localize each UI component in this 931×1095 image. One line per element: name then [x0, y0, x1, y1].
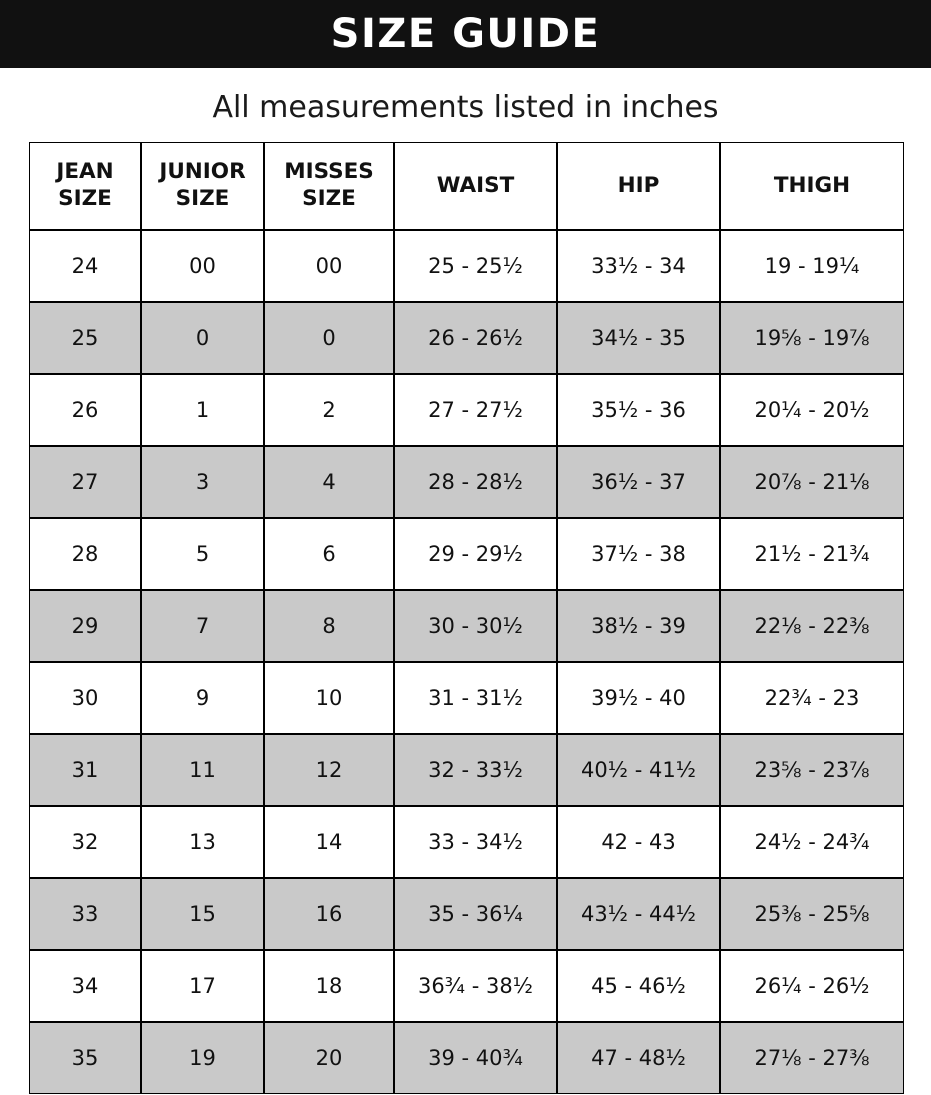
cell-misses-size: 20	[264, 1022, 394, 1094]
cell-misses-size: 6	[264, 518, 394, 590]
table-row	[29, 1022, 904, 1094]
cell-misses-size: 16	[264, 878, 394, 950]
cell-hip: 37½ - 38	[557, 518, 720, 590]
cell-misses-size: 0	[264, 302, 394, 374]
cell-jean-size: 35	[29, 1022, 141, 1094]
cell-misses-size: 4	[264, 446, 394, 518]
cell-thigh: 20¼ - 20½	[720, 374, 904, 446]
table-row	[29, 590, 904, 662]
cell-hip: 35½ - 36	[557, 374, 720, 446]
column-header-line1: THIGH	[773, 172, 851, 198]
cell-jean-size: 24	[29, 230, 141, 302]
cell-thigh: 23⅝ - 23⅞	[720, 734, 904, 806]
cell-jean-size: 26	[29, 374, 141, 446]
cell-thigh: 22¾ - 23	[720, 662, 904, 734]
cell-waist: 32 - 33½	[394, 734, 557, 806]
cell-hip: 34½ - 35	[557, 302, 720, 374]
cell-waist: 33 - 34½	[394, 806, 557, 878]
cell-misses-size: 2	[264, 374, 394, 446]
cell-waist: 36¾ - 38½	[394, 950, 557, 1022]
column-header-line2: SIZE	[58, 186, 112, 211]
cell-waist: 27 - 27½	[394, 374, 557, 446]
cell-waist: 30 - 30½	[394, 590, 557, 662]
table-row	[29, 518, 904, 590]
cell-junior-size: 00	[141, 230, 264, 302]
cell-misses-size: 18	[264, 950, 394, 1022]
cell-hip: 40½ - 41½	[557, 734, 720, 806]
cell-misses-size: 10	[264, 662, 394, 734]
column-header-thigh	[720, 142, 904, 230]
cell-thigh: 20⅞ - 21⅛	[720, 446, 904, 518]
table-row	[29, 230, 904, 302]
column-header-junior-size	[141, 142, 264, 230]
column-header-line1: JEAN	[56, 159, 114, 185]
column-header-misses-size	[264, 142, 394, 230]
cell-hip: 38½ - 39	[557, 590, 720, 662]
title-bar	[0, 0, 931, 68]
table-row	[29, 806, 904, 878]
cell-hip: 33½ - 34	[557, 230, 720, 302]
cell-junior-size: 9	[141, 662, 264, 734]
cell-waist: 28 - 28½	[394, 446, 557, 518]
cell-junior-size: 17	[141, 950, 264, 1022]
column-header-line1: JUNIOR	[159, 159, 246, 185]
cell-waist: 26 - 26½	[394, 302, 557, 374]
column-header-line1: HIP	[617, 172, 660, 198]
cell-thigh: 22⅛ - 22⅜	[720, 590, 904, 662]
column-header-line2: SIZE	[175, 186, 230, 211]
cell-junior-size: 15	[141, 878, 264, 950]
cell-misses-size: 14	[264, 806, 394, 878]
cell-jean-size: 31	[29, 734, 141, 806]
cell-jean-size: 34	[29, 950, 141, 1022]
cell-jean-size: 32	[29, 806, 141, 878]
cell-hip: 45 - 46½	[557, 950, 720, 1022]
cell-thigh: 27⅛ - 27⅜	[720, 1022, 904, 1094]
cell-junior-size: 13	[141, 806, 264, 878]
cell-hip: 39½ - 40	[557, 662, 720, 734]
cell-hip: 36½ - 37	[557, 446, 720, 518]
column-header-waist	[394, 142, 557, 230]
cell-junior-size: 3	[141, 446, 264, 518]
cell-waist: 39 - 40¾	[394, 1022, 557, 1094]
table-row	[29, 950, 904, 1022]
cell-hip: 43½ - 44½	[557, 878, 720, 950]
cell-junior-size: 0	[141, 302, 264, 374]
column-header-line1: MISSES	[284, 159, 374, 185]
cell-waist: 31 - 31½	[394, 662, 557, 734]
cell-junior-size: 19	[141, 1022, 264, 1094]
column-header-hip	[557, 142, 720, 230]
size-table-container	[0, 141, 931, 1095]
subtitle: All measurements listed in inches	[212, 90, 719, 125]
cell-jean-size: 33	[29, 878, 141, 950]
table-header-row	[29, 142, 904, 230]
table-row	[29, 734, 904, 806]
cell-misses-size: 00	[264, 230, 394, 302]
cell-jean-size: 25	[29, 302, 141, 374]
table-header	[29, 142, 904, 230]
cell-thigh: 19⅝ - 19⅞	[720, 302, 904, 374]
cell-thigh: 25⅜ - 25⅝	[720, 878, 904, 950]
table-row	[29, 878, 904, 950]
cell-misses-size: 8	[264, 590, 394, 662]
cell-junior-size: 5	[141, 518, 264, 590]
table-row	[29, 662, 904, 734]
cell-thigh: 19 - 19¼	[720, 230, 904, 302]
column-header-line2: SIZE	[302, 186, 356, 211]
cell-hip: 47 - 48½	[557, 1022, 720, 1094]
table-row	[29, 374, 904, 446]
cell-thigh: 26¼ - 26½	[720, 950, 904, 1022]
column-header-line1: WAIST	[436, 172, 515, 198]
table-body	[29, 230, 904, 1094]
cell-misses-size: 12	[264, 734, 394, 806]
table-row	[29, 302, 904, 374]
cell-waist: 25 - 25½	[394, 230, 557, 302]
cell-waist: 29 - 29½	[394, 518, 557, 590]
cell-junior-size: 7	[141, 590, 264, 662]
cell-thigh: 21½ - 21¾	[720, 518, 904, 590]
cell-hip: 42 - 43	[557, 806, 720, 878]
cell-jean-size: 30	[29, 662, 141, 734]
cell-junior-size: 11	[141, 734, 264, 806]
cell-jean-size: 27	[29, 446, 141, 518]
page-title: SIZE GUIDE	[330, 11, 601, 57]
cell-thigh: 24½ - 24¾	[720, 806, 904, 878]
cell-waist: 35 - 36¼	[394, 878, 557, 950]
column-header-jean-size	[29, 142, 141, 230]
cell-junior-size: 1	[141, 374, 264, 446]
cell-jean-size: 28	[29, 518, 141, 590]
size-table	[28, 141, 905, 1095]
table-row	[29, 446, 904, 518]
cell-jean-size: 29	[29, 590, 141, 662]
